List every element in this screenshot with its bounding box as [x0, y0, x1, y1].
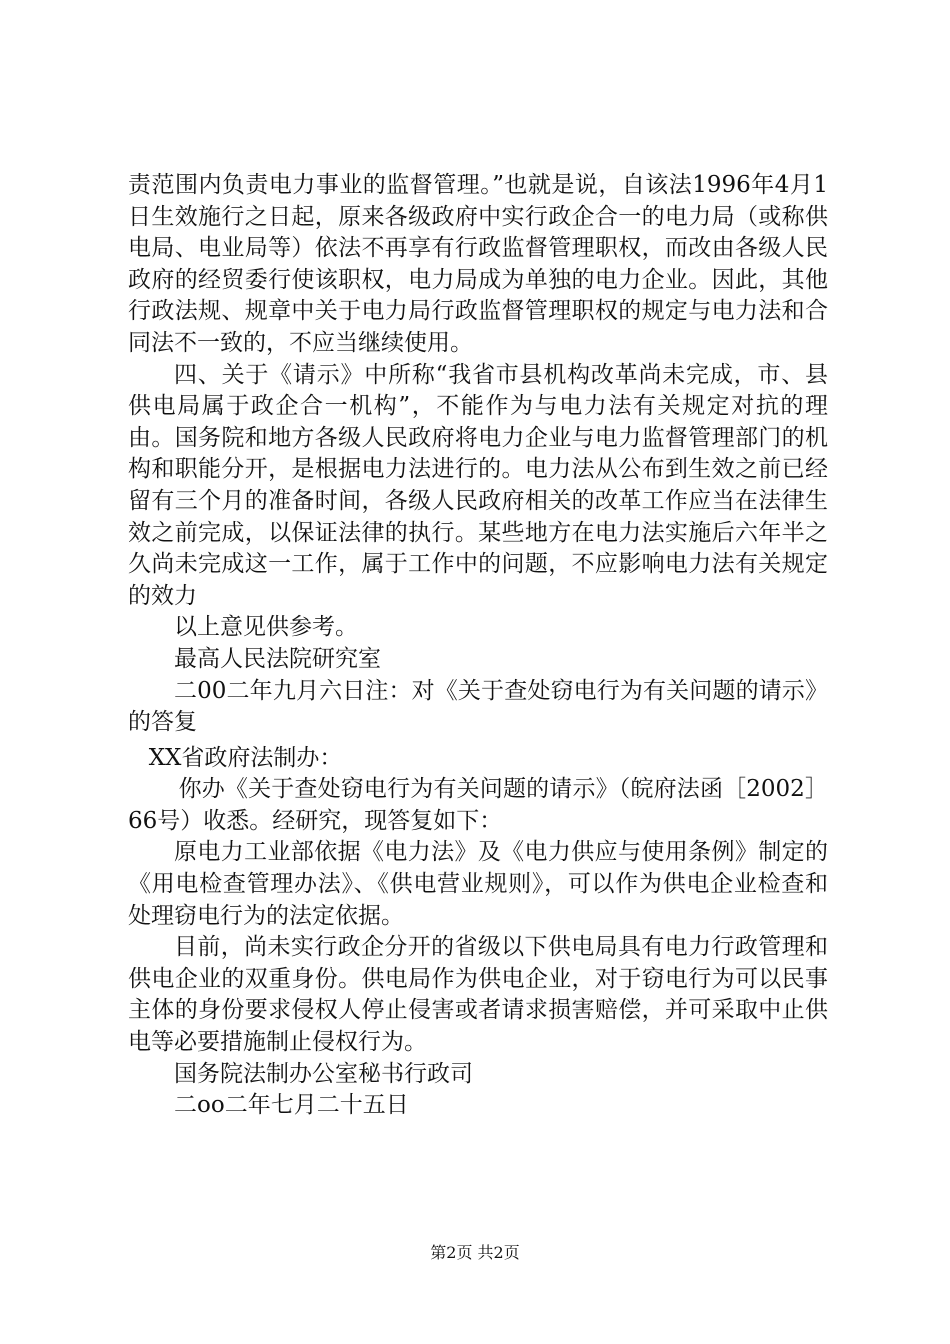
signature-legislative-office: 国务院法制办公室秘书行政司 [174, 1060, 473, 1087]
document-body [128, 170, 828, 1122]
signature-research-office: 最高人民法院研究室 [174, 645, 381, 672]
paragraph-legal-basis: 原电力工业部依据《电力法》及《电力供应与使用条例》制定的《用电检查管理办法》、《供电营业规则》，可以作为供电企业检查和处理窃电行为的法定依据。 [128, 839, 828, 929]
date-and-note-title: 二00二年九月六日注：对《关于查处窃电行为有关问题的请示》的答复 [128, 677, 828, 736]
page-number-footer: 第2页 共2页 [430, 1243, 520, 1262]
paragraph-for-reference: 以上意见供参考。 [174, 614, 358, 641]
paragraph-dual-identity: 目前，尚未实行政企分开的省级以下供电局具有电力行政管理和供电企业的双重身份。供电局作为供电企业，对于窃电行为可以民事主体的身份要求侵权人停止侵害或者请求损害赔偿，并可采取中止供电等必要措施制止侵权行为。 [128, 934, 828, 1056]
paragraph-point-four: 四、关于《请示》中所称“我省市县机构改革尚未完成，市、县供电局属于政企合一机构”，不能作为与电力法有关规定对抗的理由。国务院和地方各级人民政府将电力企业与电力监督管理部门的机构和职能分开，是根据电力法进行的。电力法从公布到生效之前已经留有三个月的准备时间，各级人民政府相关的改革工作应当在法律生效之前完成，以保证法律的执行。某些地方在电力法实施后六年半之久尚未完成这一工作，属于工作中的问题，不应影响电力法有关规定的效力 [128, 361, 828, 609]
paragraph-receipt: 你办《关于查处窃电行为有关问题的请示》（皖府法函［2002］66号）收悉。经研究，现答复如下： [128, 776, 828, 834]
signature-date: 二oo二年七月二十五日 [174, 1092, 409, 1119]
addressee: XX省政府法制办： [148, 744, 343, 771]
paragraph-continued-duty-scope: 责范围内负责电力事业的监督管理。”也就是说，自该法1996年4月1日生效施行之日起，原来各级政府中实行政企合一的电力局（或称供电局、电业局等）依法不再享有行政监督管理职权，而改由各级人民政府的经贸委行使该职权，电力局成为单独的电力企业。因此，其他行政法规、规章中关于电力局行政监督管理职权的规定与电力法和合同法不一致的，不应当继续使用。 [128, 172, 828, 356]
